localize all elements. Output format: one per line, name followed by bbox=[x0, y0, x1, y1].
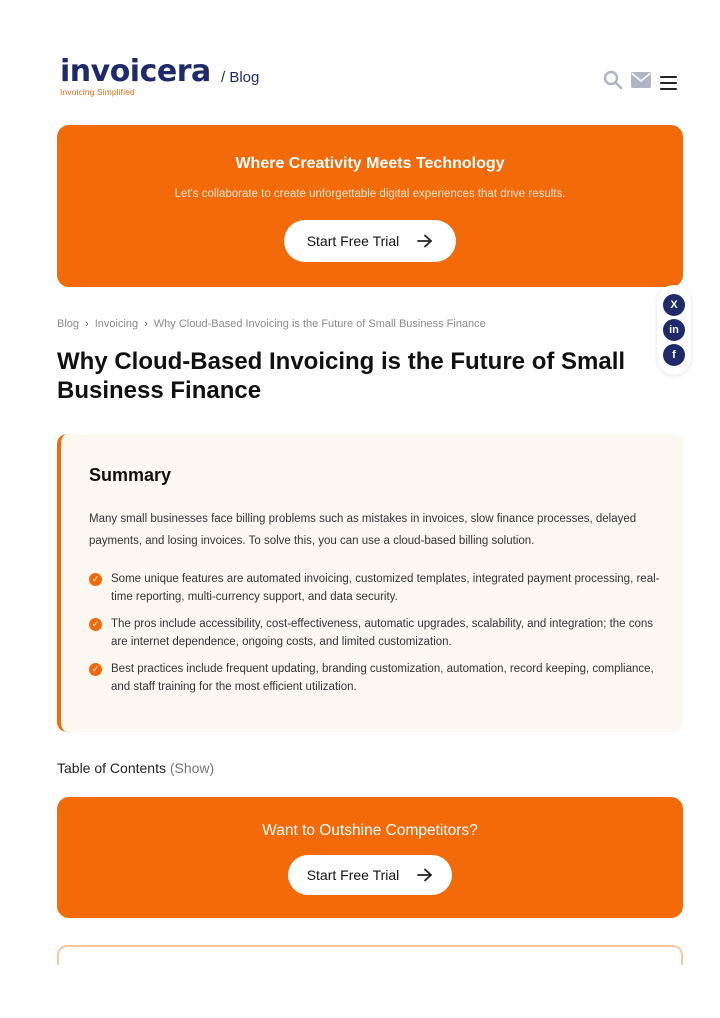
hero-subtitle: Let's collaborate to create unforgettable digital experiences that drive results. bbox=[174, 188, 566, 200]
toc-label: Table of Contents bbox=[57, 760, 166, 776]
button-label: Start Free Trial bbox=[306, 867, 400, 883]
facebook-icon[interactable]: f bbox=[663, 344, 685, 366]
list-item-text: Some unique features are automated invoicing, customized templates, integrated payment processing, real-time reporting, multi-currency support, and data security. bbox=[111, 573, 660, 603]
menu-icon[interactable] bbox=[660, 76, 677, 90]
summary-list bbox=[89, 570, 664, 705]
check-icon: ✓ bbox=[89, 663, 102, 676]
start-free-trial-button[interactable] bbox=[284, 220, 456, 262]
list-item bbox=[89, 570, 664, 606]
blog-link[interactable]: / Blog bbox=[221, 69, 260, 86]
header-actions bbox=[603, 70, 651, 95]
chevron-right-icon: › bbox=[85, 318, 89, 330]
summary-paragraph: Many small businesses face billing problems such as mistakes in invoices, slow finance processes, delayed payments, and losing invoices. To solve this, you can use a cloud-based billing solution. bbox=[89, 513, 637, 547]
toc-toggle[interactable]: (Show) bbox=[169, 760, 215, 776]
x-icon[interactable]: X bbox=[663, 294, 685, 316]
chevron-right-icon: › bbox=[144, 318, 148, 330]
page-bottom-mask bbox=[0, 965, 720, 1018]
breadcrumb bbox=[57, 318, 486, 330]
logo-tagline: Invoicing Simplified bbox=[60, 87, 135, 97]
mail-icon[interactable] bbox=[631, 72, 651, 93]
breadcrumb-current: Why Cloud-Based Invoicing is the Future of Small Business Finance bbox=[153, 318, 486, 330]
hero-title: Where Creativity Meets Technology bbox=[235, 155, 505, 172]
summary-box bbox=[57, 434, 683, 732]
linkedin-icon[interactable]: in bbox=[663, 319, 685, 341]
search-icon[interactable] bbox=[603, 70, 623, 95]
button-label: Start Free Trial bbox=[306, 233, 400, 249]
start-free-trial-button[interactable] bbox=[288, 855, 452, 895]
page-title: Why Cloud-Based Invoicing is the Future of Small Business Finance bbox=[57, 348, 626, 404]
cta-banner bbox=[57, 797, 683, 918]
breadcrumb-blog[interactable]: Blog bbox=[57, 318, 80, 330]
breadcrumb-invoicing[interactable]: Invoicing bbox=[94, 318, 139, 330]
site-header bbox=[0, 0, 720, 110]
list-item-text: Best practices include frequent updating, branding customization, automation, record keeping, compliance, and staff training for the most efficient utilization. bbox=[111, 663, 654, 693]
cta-title: Want to Outshine Competitors? bbox=[262, 822, 478, 839]
list-item bbox=[89, 615, 664, 651]
invoicera-logo[interactable] bbox=[60, 54, 211, 97]
check-icon: ✓ bbox=[89, 618, 102, 631]
arrow-right-icon bbox=[417, 868, 433, 882]
check-icon: ✓ bbox=[89, 573, 102, 586]
summary-heading: Summary bbox=[89, 465, 172, 485]
table-of-contents bbox=[57, 760, 214, 776]
list-item bbox=[89, 660, 664, 696]
arrow-right-icon bbox=[417, 234, 433, 248]
hero-banner bbox=[57, 125, 683, 287]
logo-wordmark: invoicera bbox=[60, 54, 211, 89]
list-item-text: The pros include accessibility, cost-effectiveness, automatic upgrades, scalability, and integration; the cons are internet dependence, ongoing costs, and limited customization. bbox=[111, 618, 654, 648]
